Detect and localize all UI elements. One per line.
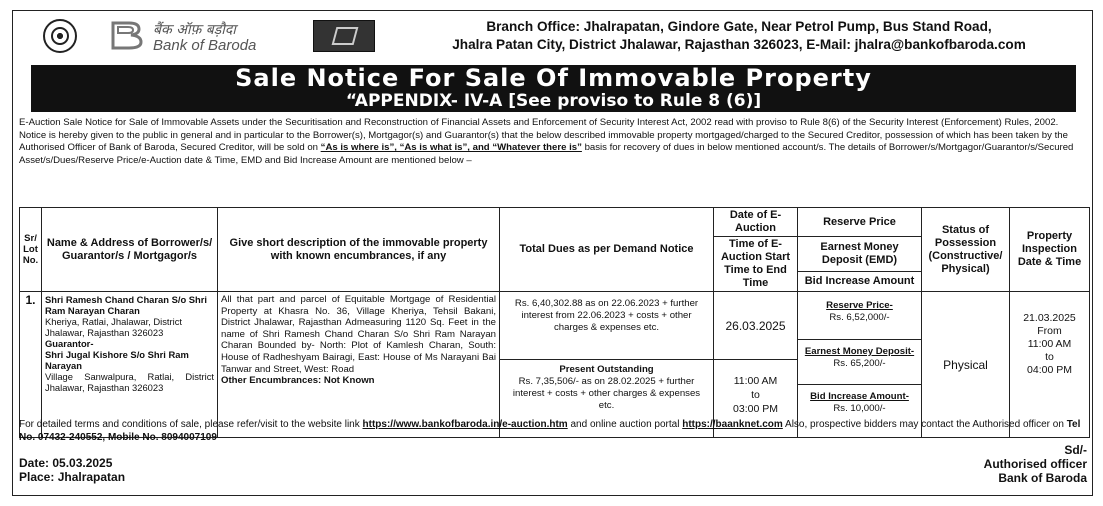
possession-status: Physical: [922, 292, 1010, 438]
baanknet-portal-link[interactable]: https://baanknet.com: [682, 419, 783, 430]
borrower-cell: Shri Ramesh Chand Charan S/o Shri Ram Narayan Charan Kheriya, Ratlai, Jhalawar, District Jhalawar, Rajasthan 326023 Guarantor- Shri Jugal Kishore S/o Shri Ram Narayan Village Sanwalpura, Ratlai, District Jhalawar, Rajasthan 326023: [42, 292, 218, 438]
signature-block: Sd/- Authorised officer Bank of Baroda: [983, 443, 1087, 485]
table-row: [20, 292, 1090, 360]
dues-present-cell: Present Outstanding Rs. 7,35,506/- as on 28.02.2025 + further interest + costs + other charges & expenses etc.: [500, 360, 714, 438]
auction-website-link[interactable]: https://www.bankofbaroda.in/e-auction.htm: [362, 419, 568, 430]
col-header-bid-increase: Bid Increase Amount: [798, 272, 922, 292]
bank-of-baroda-logo-icon: [109, 19, 145, 51]
intro-paragraph-2: Notice is hereby given to the public in general and in particular to the Borrower(s), Mortgagor(s) and Guarantor(s) that the below described immovable property mortgaged/charged to the Secured Creditor, possession of which has been taken by the Authorised Officer of Bank of Baroda, Secured Creditor, will be sold on “As is where is”, “As is what is”, and “Whatever there is” basis for recovery of dues in below mentioned account/s. The details of Borrower/s/Mortgagor/Guarantor/s/Secured Asset/s/Dues/Reserve Price/e-Auction date & Time, EMD and Bid Increase Amount are mentioned below –: [19, 129, 1074, 166]
notice-place: Place: Jhalrapatan: [19, 470, 126, 484]
auction-date: 26.03.2025: [714, 292, 798, 360]
sale-notice: [12, 10, 1093, 496]
bank-emblem-icon: [43, 19, 77, 53]
notice-subtitle: “APPENDIX- IV-A [See proviso to Rule 8 (6)]: [345, 91, 762, 111]
branch-address: Branch Office: Jhalrapatan, Gindore Gate, Near Petrol Pump, Bus Stand Road, Jhalra Patan City, District Jhalawar, Rajasthan 326023, E-Mail: jhalra@bankofbaroda.com: [452, 19, 1026, 52]
col-header-inspection: Property Inspection Date & Time: [1010, 208, 1090, 292]
bank-name: Bank of Baroda: [153, 37, 257, 54]
col-header-sr: Sr/ Lot No.: [20, 208, 42, 292]
col-header-reserve: Reserve Price: [798, 208, 922, 237]
col-header-description: Give short description of the immovable property with known encumbrances, if any: [218, 208, 500, 292]
description-cell: All that part and parcel of Equitable Mortgage of Residential Property at Khasra No. 36, Village Kheriya, Tehsil Bakani, District Jhalawar, Rajasthan Admeasuring 1120 Sq. Feet in the name of Shri Ramesh Chand Charan S/o Shri Ram Narayan Charan Bounded by- North: Plot of Kamlesh Charan, South: House of Radheshyam Bairagi, East: House of Ms Narayani Bai Tanwar and Street, West: Road Other Encumbrances: Not Known: [218, 292, 500, 438]
auction-time: 11:00 AM to 03:00 PM: [714, 360, 798, 438]
reserve-emd-cell: Reserve Price- Rs. 6,52,000/- Earnest Money Deposit- Rs. 65,200/- Bid Increase Amount- Rs. 10,000/-: [798, 292, 922, 438]
title-banner: [31, 65, 1076, 112]
inspection-cell: 21.03.2025 From 11:00 AM to 04:00 PM: [1010, 292, 1090, 438]
dues-demand-cell: Rs. 6,40,302.88 as on 22.06.2023 + further interest from 22.06.2023 + costs + other charges & expenses etc.: [500, 292, 714, 360]
col-header-dues: Total Dues as per Demand Notice: [500, 208, 714, 292]
anniversary-logo-icon: [313, 20, 375, 52]
notice-header: [13, 11, 1092, 63]
notice-date: Date: 05.03.2025: [19, 456, 113, 470]
notice-footer: [19, 419, 1089, 485]
col-header-name: Name & Address of Borrower/s/ Guarantor/s / Mortgagor/s: [42, 208, 218, 292]
auction-table: [19, 207, 1090, 438]
bank-name-hindi: बैंक ऑफ़ बड़ौदा: [153, 22, 236, 38]
col-header-emd: Earnest Money Deposit (EMD): [798, 237, 922, 272]
terms-text: For detailed terms and conditions of sale, please refer/visit to the website link https://www.bankofbaroda.in/e-auction.htm and online auction portal https://baanknet.com Also, prospective bidders may contact the Authorised officer on Tel No. 07432-240552, Mobile No. 8094007109: [19, 419, 1081, 443]
col-header-possession: Status of Possession (Constructive/ Physical): [922, 208, 1010, 292]
date-place: [19, 456, 125, 484]
contact-phone: Tel No. 07432-240552, Mobile No. 8094007109: [19, 419, 1081, 443]
intro-text: [19, 117, 1091, 167]
notice-title: Sale Notice For Sale Of Immovable Property: [235, 64, 872, 92]
row-sr: 1.: [20, 292, 42, 438]
intro-paragraph-1: E-Auction Sale Notice for Sale of Immovable Assets under the Securitisation and Reconstruction of Financial Assets and Enforcement of Security Interest Act, 2002 read with proviso to Rule 8(6) of the Security Interest (Enforcement) Rules, 2002.: [19, 117, 1059, 128]
col-header-auction-time: Time of E-Auction Start Time to End Time: [714, 237, 798, 292]
col-header-auction-date: Date of E-Auction: [714, 208, 798, 237]
